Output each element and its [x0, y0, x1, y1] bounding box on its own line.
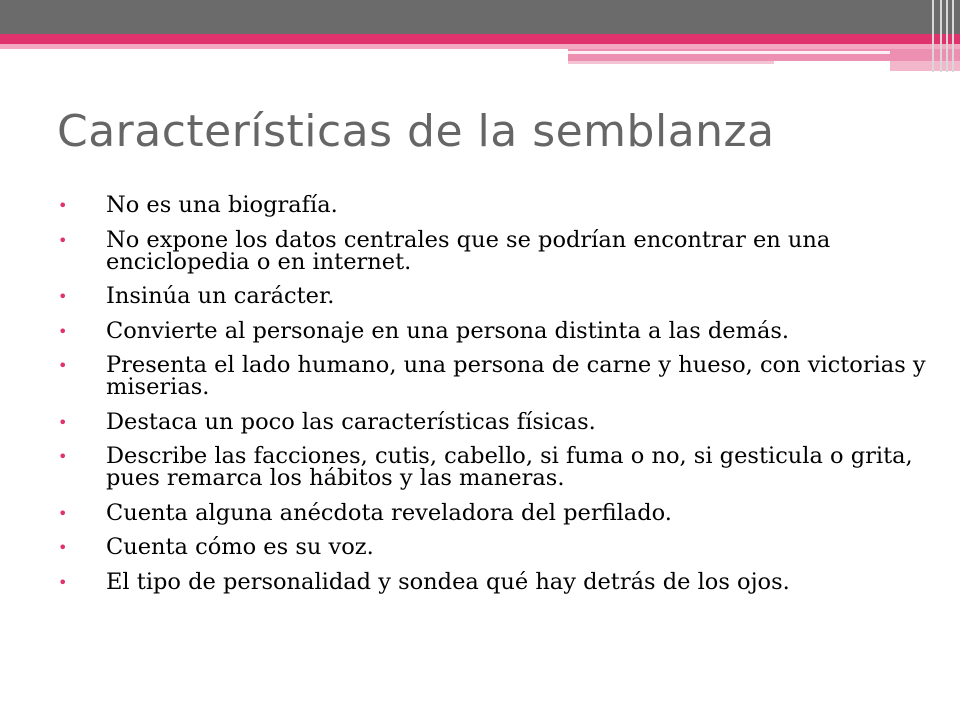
- slide-title: Características de la semblanza: [57, 106, 775, 157]
- bullet-icon: •: [58, 196, 68, 215]
- bullet-icon: •: [58, 572, 68, 592]
- bullet-icon: •: [58, 412, 68, 432]
- header-edge-lines: [926, 0, 960, 72]
- header-band-pink: [0, 34, 960, 44]
- bullet-text: Cuenta cómo es su voz.: [106, 534, 374, 560]
- bullet-icon: •: [58, 538, 68, 557]
- bullet-item: [58, 226, 938, 275]
- bullet-item: [58, 499, 938, 526]
- header-band-gray: [0, 0, 960, 34]
- bullet-item: [58, 354, 938, 398]
- bullet-item: [58, 536, 938, 558]
- bullet-text: El tipo de personalidad y sondea qué hay detrás de los ojos.: [106, 568, 790, 595]
- bullet-text: Describe las facciones, cutis, cabello, si fuma o no, si gesticula o grita, pues remarca los hábitos y las maneras.: [106, 443, 913, 491]
- bullet-item: [58, 317, 938, 344]
- bullet-text: No expone los datos centrales que se podrían encontrar en una enciclopedia o en internet.: [106, 226, 831, 275]
- bullet-text: Destaca un poco las características físicas.: [106, 408, 596, 435]
- bullet-icon: •: [58, 230, 68, 250]
- bullet-text: Convierte al personaje en una persona distinta a las demás.: [106, 317, 790, 344]
- header-band-highlight: [568, 51, 890, 54]
- bullet-icon: •: [58, 503, 68, 523]
- bullet-list: [58, 194, 938, 605]
- bullet-icon: •: [58, 447, 68, 466]
- bullet-text: No es una biografía.: [106, 192, 338, 218]
- bullet-item: [58, 408, 938, 435]
- bullet-item: [58, 285, 938, 307]
- bullet-icon: •: [58, 321, 68, 341]
- bullet-text: Presenta el lado humano, una persona de carne y hueso, con victorias y miserias.: [106, 352, 926, 400]
- bullet-item: [58, 194, 938, 216]
- bullet-text: Cuenta alguna anécdota reveladora del perfilado.: [106, 499, 672, 526]
- bullet-item: [58, 568, 938, 595]
- bullet-text: Insinúa un carácter.: [106, 283, 335, 309]
- header-band-accent-line: [568, 61, 774, 64]
- bullet-item: [58, 445, 938, 489]
- bullet-icon: •: [58, 356, 68, 375]
- bullet-icon: •: [58, 287, 68, 306]
